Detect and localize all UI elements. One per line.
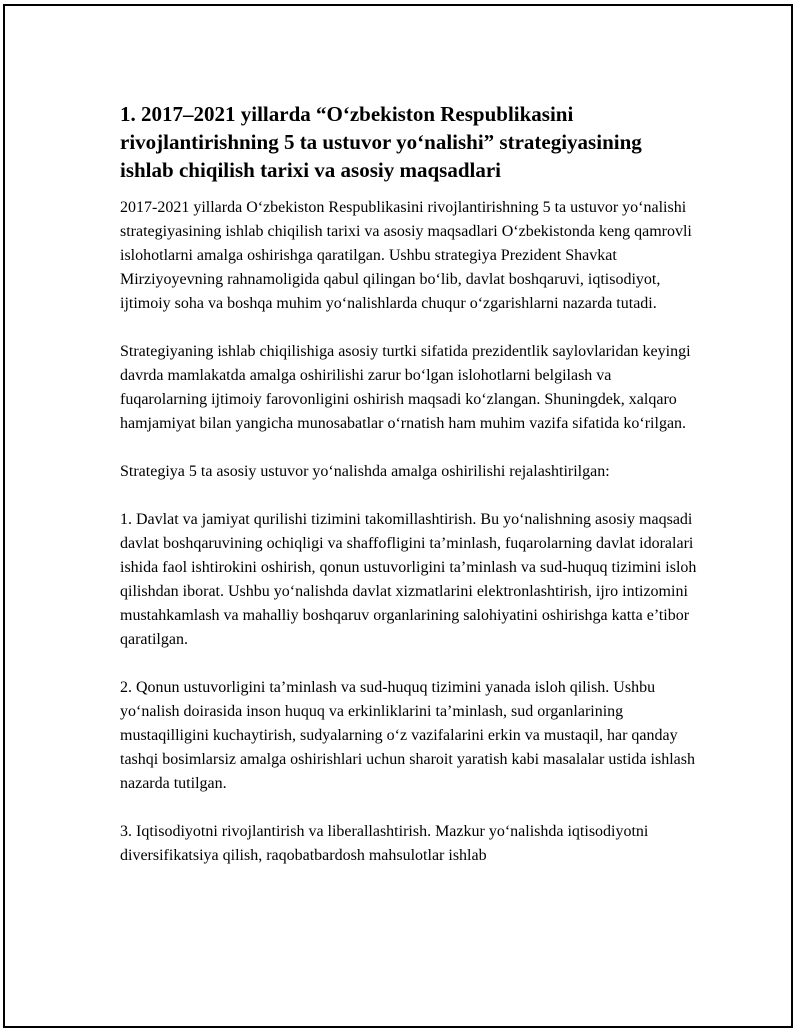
paragraph-background: Strategiyaning ishlab chiqilishiga asosiy turtki sifatida prezidentlik saylovlaridan keyingi davrda mamlakatda amalga oshirilishi zarur bo‘lgan islohotlarni belgilash va fuqarolarning ijtimoiy farovonligini oshirish maqsadi ko‘zlangan. Shuningdek, xalqaro hamjamiyat bilan yangicha munosabatlar o‘rnatish ham muhim vazifa sifatida ko‘rilgan.	[120, 343, 691, 432]
paragraph-directions-lead: Strategiya 5 ta asosiy ustuvor yo‘nalishda amalga oshirilishi rejalashtirilgan:	[120, 463, 610, 480]
paragraph-direction-1: 1. Davlat va jamiyat qurilishi tizimini takomillashtirish. Bu yo‘nalishning asosiy maqsadi davlat boshqaruvining ochiqligi va shaffofligini ta’minlash, fuqarolarning davlat idoralari ishida faol ishtirokini oshirish, qonun ustuvorligini ta’minlash va sud-huquq tizimini isloh qilishdan iborat. Ushbu yo‘nalishda davlat xizmatlarini elektronlashtirish, ijro intizomini mustahkamlash va mahalliy boshqaruv organlarining salohiyatini oshirishga katta e’tibor qaratilgan.	[120, 511, 697, 648]
page-frame	[3, 4, 793, 1028]
paragraph-intro: 2017-2021 yillarda O‘zbekiston Respublikasini rivojlantirishning 5 ta ustuvor yo‘nalishi strategiyasining ishlab chiqilish tarixi va asosiy maqsadlari O‘zbekistonda keng qamrovli islohotlarni amalga oshirishga qaratilgan. Ushbu strategiya Prezident Shavkat Mirziyoyevning rahnamoligida qabul qilingan bo‘lib, davlat boshqaruvi, iqtisodiyot, ijtimoiy soha va boshqa muhim yo‘nalishlarda chuqur o‘zgarishlarni nazarda tutadi.	[120, 199, 692, 312]
paragraph-direction-2: 2. Qonun ustuvorligini ta’minlash va sud-huquq tizimini yanada isloh qilish. Ushbu yo‘nalish doirasida inson huquq va erkinliklarini ta’minlash, sud organlarining mustaqilligini kuchaytirish, sudyalarning o‘z vazifalarini erkin va mustaqil, har qanday tashqi bosimlarsiz amalga oshirishlari uchun sharoit yaratish kabi masalalar ustida ishlash nazarda tutilgan.	[120, 679, 695, 792]
document-body	[120, 100, 700, 892]
paragraph-direction-3: 3. Iqtisodiyotni rivojlantirish va liberallashtirish. Mazkur yo‘nalishda iqtisodiyotni diversifikatsiya qilish, raqobatbardosh mahsulotlar ishlab	[120, 823, 649, 864]
document-title: 1. 2017–2021 yillarda “O‘zbekiston Respublikasini rivojlantirishning 5 ta ustuvor yo‘nalishi” strategiyasining ishlab chiqilish tarixi va asosiy maqsadlari	[120, 102, 642, 182]
